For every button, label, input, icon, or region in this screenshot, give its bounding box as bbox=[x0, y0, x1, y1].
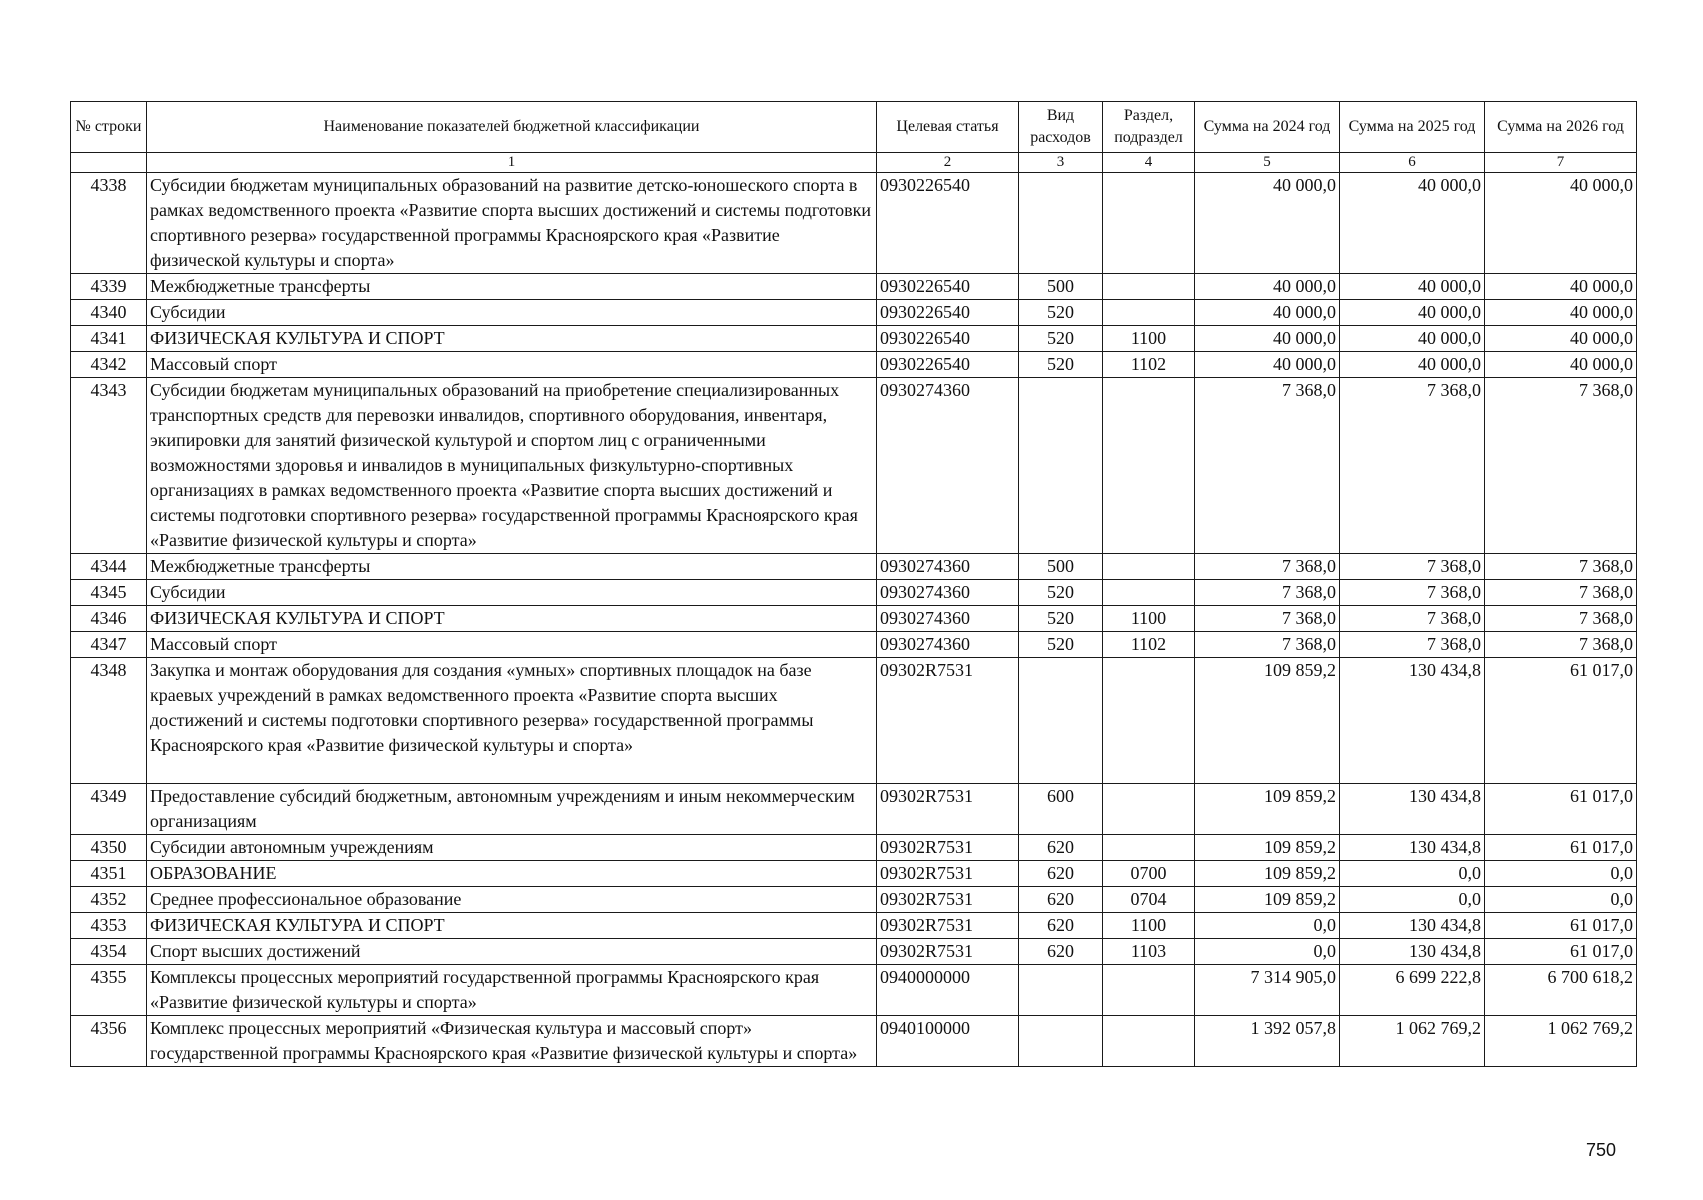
row-sum-2026-cell: 7 368,0 bbox=[1485, 580, 1637, 606]
row-target-cell: 0930274360 bbox=[877, 554, 1019, 580]
row-sum-2026-cell: 61 017,0 bbox=[1485, 658, 1637, 784]
header-sum-2024: Сумма на 2024 год bbox=[1195, 102, 1340, 153]
row-name-cell: Субсидии бюджетам муниципальных образований на приобретение специализированных транспортных средств для перевозки инвалидов, спортивного оборудования, инвентаря, экипировки для занятий физической культурой и спортом лиц с ограниченными возможностями здоровья и инвалидов в муниципальных физкультурно-спортивных организациях в рамках ведомственного проекта «Развитие спорта высших достижений и системы подготовки спортивного резерва» государственной программы Красноярского края «Развитие физической культуры и спорта» bbox=[147, 378, 877, 554]
row-sum-2024-cell: 7 314 905,0 bbox=[1195, 965, 1340, 1016]
row-target-cell: 0930226540 bbox=[877, 352, 1019, 378]
row-number-cell: 4343 bbox=[71, 378, 147, 554]
colnum-cell: 6 bbox=[1340, 153, 1485, 173]
row-target-cell: 0930226540 bbox=[877, 300, 1019, 326]
row-section-cell bbox=[1103, 658, 1195, 784]
table-row bbox=[71, 861, 1637, 887]
row-section-cell bbox=[1103, 378, 1195, 554]
row-exp-type-cell bbox=[1019, 173, 1103, 274]
row-sum-2025-cell: 40 000,0 bbox=[1340, 352, 1485, 378]
header-name: Наименование показателей бюджетной классификации bbox=[147, 102, 877, 153]
row-name-cell: Субсидии bbox=[147, 580, 877, 606]
row-section-cell: 1102 bbox=[1103, 632, 1195, 658]
table-row bbox=[71, 274, 1637, 300]
row-exp-type-cell bbox=[1019, 658, 1103, 784]
table-row bbox=[71, 632, 1637, 658]
row-name-cell: Спорт высших достижений bbox=[147, 939, 877, 965]
row-sum-2024-cell: 109 859,2 bbox=[1195, 784, 1340, 835]
row-name-cell: Массовый спорт bbox=[147, 352, 877, 378]
row-exp-type-cell: 520 bbox=[1019, 326, 1103, 352]
row-number-cell: 4341 bbox=[71, 326, 147, 352]
row-target-cell: 0930226540 bbox=[877, 326, 1019, 352]
row-number-cell: 4345 bbox=[71, 580, 147, 606]
row-sum-2024-cell: 40 000,0 bbox=[1195, 173, 1340, 274]
row-sum-2024-cell: 7 368,0 bbox=[1195, 378, 1340, 554]
row-sum-2024-cell: 40 000,0 bbox=[1195, 274, 1340, 300]
row-sum-2026-cell: 0,0 bbox=[1485, 887, 1637, 913]
row-name-cell: ОБРАЗОВАНИЕ bbox=[147, 861, 877, 887]
row-sum-2024-cell: 109 859,2 bbox=[1195, 658, 1340, 784]
row-target-cell: 0930274360 bbox=[877, 606, 1019, 632]
row-sum-2025-cell: 130 434,8 bbox=[1340, 939, 1485, 965]
row-sum-2025-cell: 0,0 bbox=[1340, 861, 1485, 887]
row-sum-2026-cell: 7 368,0 bbox=[1485, 606, 1637, 632]
colnum-cell bbox=[71, 153, 147, 173]
row-name-cell: ФИЗИЧЕСКАЯ КУЛЬТУРА И СПОРТ bbox=[147, 606, 877, 632]
table-row bbox=[71, 1016, 1637, 1067]
colnum-cell: 4 bbox=[1103, 153, 1195, 173]
row-exp-type-cell: 520 bbox=[1019, 300, 1103, 326]
row-sum-2024-cell: 0,0 bbox=[1195, 939, 1340, 965]
row-sum-2025-cell: 7 368,0 bbox=[1340, 632, 1485, 658]
row-sum-2024-cell: 7 368,0 bbox=[1195, 580, 1340, 606]
row-section-cell: 1103 bbox=[1103, 939, 1195, 965]
row-sum-2024-cell: 1 392 057,8 bbox=[1195, 1016, 1340, 1067]
row-sum-2025-cell: 40 000,0 bbox=[1340, 173, 1485, 274]
row-target-cell: 0930274360 bbox=[877, 632, 1019, 658]
row-target-cell: 0940000000 bbox=[877, 965, 1019, 1016]
row-section-cell: 0704 bbox=[1103, 887, 1195, 913]
header-target: Целевая статья bbox=[877, 102, 1019, 153]
row-sum-2025-cell: 130 434,8 bbox=[1340, 835, 1485, 861]
table-row bbox=[71, 352, 1637, 378]
row-exp-type-cell: 620 bbox=[1019, 913, 1103, 939]
row-exp-type-cell: 600 bbox=[1019, 784, 1103, 835]
colnum-cell: 1 bbox=[147, 153, 877, 173]
header-section: Раздел, подраздел bbox=[1103, 102, 1195, 153]
table-row bbox=[71, 939, 1637, 965]
row-name-cell: ФИЗИЧЕСКАЯ КУЛЬТУРА И СПОРТ bbox=[147, 913, 877, 939]
row-target-cell: 0930226540 bbox=[877, 173, 1019, 274]
row-sum-2024-cell: 40 000,0 bbox=[1195, 352, 1340, 378]
row-name-cell: Субсидии bbox=[147, 300, 877, 326]
row-sum-2026-cell: 6 700 618,2 bbox=[1485, 965, 1637, 1016]
row-sum-2026-cell: 61 017,0 bbox=[1485, 784, 1637, 835]
row-name-cell: Комплекс процессных мероприятий «Физическая культура и массовый спорт» государственной программы Красноярского края «Развитие физической культуры и спорта» bbox=[147, 1016, 877, 1067]
colnum-cell: 2 bbox=[877, 153, 1019, 173]
row-sum-2025-cell: 0,0 bbox=[1340, 887, 1485, 913]
row-sum-2026-cell: 1 062 769,2 bbox=[1485, 1016, 1637, 1067]
row-section-cell bbox=[1103, 554, 1195, 580]
header-exp-type: Вид расходов bbox=[1019, 102, 1103, 153]
row-name-cell: Субсидии бюджетам муниципальных образований на развитие детско-юношеского спорта в рамках ведомственного проекта «Развитие спорта высших достижений и системы подготовки спортивного резерва» государственной программы Красноярского края «Развитие физической культуры и спорта» bbox=[147, 173, 877, 274]
table-body bbox=[71, 153, 1637, 1067]
row-name-cell: Межбюджетные трансферты bbox=[147, 274, 877, 300]
row-sum-2026-cell: 40 000,0 bbox=[1485, 300, 1637, 326]
row-sum-2024-cell: 109 859,2 bbox=[1195, 861, 1340, 887]
row-number-cell: 4338 bbox=[71, 173, 147, 274]
row-name-cell: Субсидии автономным учреждениям bbox=[147, 835, 877, 861]
row-sum-2025-cell: 7 368,0 bbox=[1340, 378, 1485, 554]
table-row bbox=[71, 784, 1637, 835]
row-section-cell bbox=[1103, 784, 1195, 835]
row-exp-type-cell: 620 bbox=[1019, 861, 1103, 887]
row-sum-2026-cell: 40 000,0 bbox=[1485, 173, 1637, 274]
row-number-cell: 4354 bbox=[71, 939, 147, 965]
row-number-cell: 4353 bbox=[71, 913, 147, 939]
header-row bbox=[71, 102, 1637, 153]
row-sum-2025-cell: 130 434,8 bbox=[1340, 913, 1485, 939]
table-row bbox=[71, 173, 1637, 274]
table-row bbox=[71, 835, 1637, 861]
row-exp-type-cell: 620 bbox=[1019, 939, 1103, 965]
row-sum-2025-cell: 130 434,8 bbox=[1340, 658, 1485, 784]
row-exp-type-cell: 500 bbox=[1019, 554, 1103, 580]
row-name-cell: Межбюджетные трансферты bbox=[147, 554, 877, 580]
column-number-row bbox=[71, 153, 1637, 173]
row-number-cell: 4344 bbox=[71, 554, 147, 580]
row-sum-2026-cell: 61 017,0 bbox=[1485, 939, 1637, 965]
row-sum-2026-cell: 40 000,0 bbox=[1485, 326, 1637, 352]
table-row bbox=[71, 887, 1637, 913]
row-target-cell: 09302R7531 bbox=[877, 887, 1019, 913]
row-sum-2024-cell: 40 000,0 bbox=[1195, 326, 1340, 352]
row-sum-2024-cell: 7 368,0 bbox=[1195, 606, 1340, 632]
header-row-no: № строки bbox=[71, 102, 147, 153]
row-section-cell: 1100 bbox=[1103, 326, 1195, 352]
row-number-cell: 4349 bbox=[71, 784, 147, 835]
row-sum-2026-cell: 7 368,0 bbox=[1485, 632, 1637, 658]
row-sum-2024-cell: 40 000,0 bbox=[1195, 300, 1340, 326]
row-sum-2024-cell: 109 859,2 bbox=[1195, 887, 1340, 913]
row-number-cell: 4339 bbox=[71, 274, 147, 300]
row-target-cell: 0930274360 bbox=[877, 580, 1019, 606]
row-exp-type-cell bbox=[1019, 378, 1103, 554]
header-sum-2026: Сумма на 2026 год bbox=[1485, 102, 1637, 153]
row-section-cell bbox=[1103, 835, 1195, 861]
row-exp-type-cell: 520 bbox=[1019, 606, 1103, 632]
row-target-cell: 09302R7531 bbox=[877, 939, 1019, 965]
row-section-cell bbox=[1103, 580, 1195, 606]
row-exp-type-cell: 500 bbox=[1019, 274, 1103, 300]
row-number-cell: 4356 bbox=[71, 1016, 147, 1067]
row-sum-2024-cell: 7 368,0 bbox=[1195, 554, 1340, 580]
row-exp-type-cell: 620 bbox=[1019, 835, 1103, 861]
row-sum-2025-cell: 40 000,0 bbox=[1340, 274, 1485, 300]
table-row bbox=[71, 378, 1637, 554]
table-row bbox=[71, 658, 1637, 784]
row-exp-type-cell bbox=[1019, 1016, 1103, 1067]
row-sum-2025-cell: 7 368,0 bbox=[1340, 580, 1485, 606]
row-number-cell: 4348 bbox=[71, 658, 147, 784]
row-number-cell: 4340 bbox=[71, 300, 147, 326]
row-sum-2024-cell: 109 859,2 bbox=[1195, 835, 1340, 861]
row-sum-2026-cell: 7 368,0 bbox=[1485, 378, 1637, 554]
row-name-cell: Массовый спорт bbox=[147, 632, 877, 658]
table-row bbox=[71, 300, 1637, 326]
row-sum-2025-cell: 6 699 222,8 bbox=[1340, 965, 1485, 1016]
row-sum-2025-cell: 40 000,0 bbox=[1340, 300, 1485, 326]
row-target-cell: 09302R7531 bbox=[877, 861, 1019, 887]
row-target-cell: 0930274360 bbox=[877, 378, 1019, 554]
row-section-cell bbox=[1103, 300, 1195, 326]
colnum-cell: 7 bbox=[1485, 153, 1637, 173]
table-row bbox=[71, 606, 1637, 632]
row-number-cell: 4346 bbox=[71, 606, 147, 632]
row-number-cell: 4342 bbox=[71, 352, 147, 378]
row-section-cell bbox=[1103, 274, 1195, 300]
row-sum-2025-cell: 130 434,8 bbox=[1340, 784, 1485, 835]
row-section-cell bbox=[1103, 965, 1195, 1016]
table-row bbox=[71, 580, 1637, 606]
row-section-cell: 1100 bbox=[1103, 606, 1195, 632]
row-name-cell: ФИЗИЧЕСКАЯ КУЛЬТУРА И СПОРТ bbox=[147, 326, 877, 352]
row-name-cell: Предоставление субсидий бюджетным, автономным учреждениям и иным некоммерческим организациям bbox=[147, 784, 877, 835]
row-exp-type-cell: 620 bbox=[1019, 887, 1103, 913]
row-sum-2026-cell: 40 000,0 bbox=[1485, 352, 1637, 378]
table-row bbox=[71, 554, 1637, 580]
header-sum-2025: Сумма на 2025 год bbox=[1340, 102, 1485, 153]
row-sum-2024-cell: 0,0 bbox=[1195, 913, 1340, 939]
row-target-cell: 09302R7531 bbox=[877, 913, 1019, 939]
row-sum-2026-cell: 61 017,0 bbox=[1485, 835, 1637, 861]
row-name-cell: Среднее профессиональное образование bbox=[147, 887, 877, 913]
page-number: 750 bbox=[1586, 1140, 1617, 1160]
row-target-cell: 0930226540 bbox=[877, 274, 1019, 300]
row-number-cell: 4350 bbox=[71, 835, 147, 861]
row-name-cell: Закупка и монтаж оборудования для создания «умных» спортивных площадок на базе краевых учреждений в рамках ведомственного проекта «Развитие спорта высших достижений и системы подготовки спортивного резерва» государственной программы Красноярского края «Развитие физической культуры и спорта» bbox=[147, 658, 877, 784]
row-exp-type-cell: 520 bbox=[1019, 632, 1103, 658]
row-target-cell: 09302R7531 bbox=[877, 784, 1019, 835]
colnum-cell: 3 bbox=[1019, 153, 1103, 173]
table-row bbox=[71, 965, 1637, 1016]
row-sum-2024-cell: 7 368,0 bbox=[1195, 632, 1340, 658]
row-section-cell bbox=[1103, 173, 1195, 274]
row-number-cell: 4355 bbox=[71, 965, 147, 1016]
row-sum-2026-cell: 61 017,0 bbox=[1485, 913, 1637, 939]
row-section-cell: 0700 bbox=[1103, 861, 1195, 887]
row-section-cell bbox=[1103, 1016, 1195, 1067]
row-target-cell: 09302R7531 bbox=[877, 835, 1019, 861]
row-exp-type-cell bbox=[1019, 965, 1103, 1016]
row-number-cell: 4347 bbox=[71, 632, 147, 658]
row-sum-2025-cell: 7 368,0 bbox=[1340, 606, 1485, 632]
row-exp-type-cell: 520 bbox=[1019, 580, 1103, 606]
row-target-cell: 09302R7531 bbox=[877, 658, 1019, 784]
budget-table bbox=[70, 101, 1637, 1067]
row-sum-2026-cell: 40 000,0 bbox=[1485, 274, 1637, 300]
row-section-cell: 1102 bbox=[1103, 352, 1195, 378]
row-name-cell: Комплексы процессных мероприятий государственной программы Красноярского края «Развитие физической культуры и спорта» bbox=[147, 965, 877, 1016]
row-sum-2025-cell: 7 368,0 bbox=[1340, 554, 1485, 580]
row-section-cell: 1100 bbox=[1103, 913, 1195, 939]
row-number-cell: 4351 bbox=[71, 861, 147, 887]
row-number-cell: 4352 bbox=[71, 887, 147, 913]
row-sum-2025-cell: 40 000,0 bbox=[1340, 326, 1485, 352]
row-exp-type-cell: 520 bbox=[1019, 352, 1103, 378]
table-row bbox=[71, 913, 1637, 939]
table-row bbox=[71, 326, 1637, 352]
colnum-cell: 5 bbox=[1195, 153, 1340, 173]
row-sum-2025-cell: 1 062 769,2 bbox=[1340, 1016, 1485, 1067]
row-sum-2026-cell: 0,0 bbox=[1485, 861, 1637, 887]
row-sum-2026-cell: 7 368,0 bbox=[1485, 554, 1637, 580]
row-target-cell: 0940100000 bbox=[877, 1016, 1019, 1067]
